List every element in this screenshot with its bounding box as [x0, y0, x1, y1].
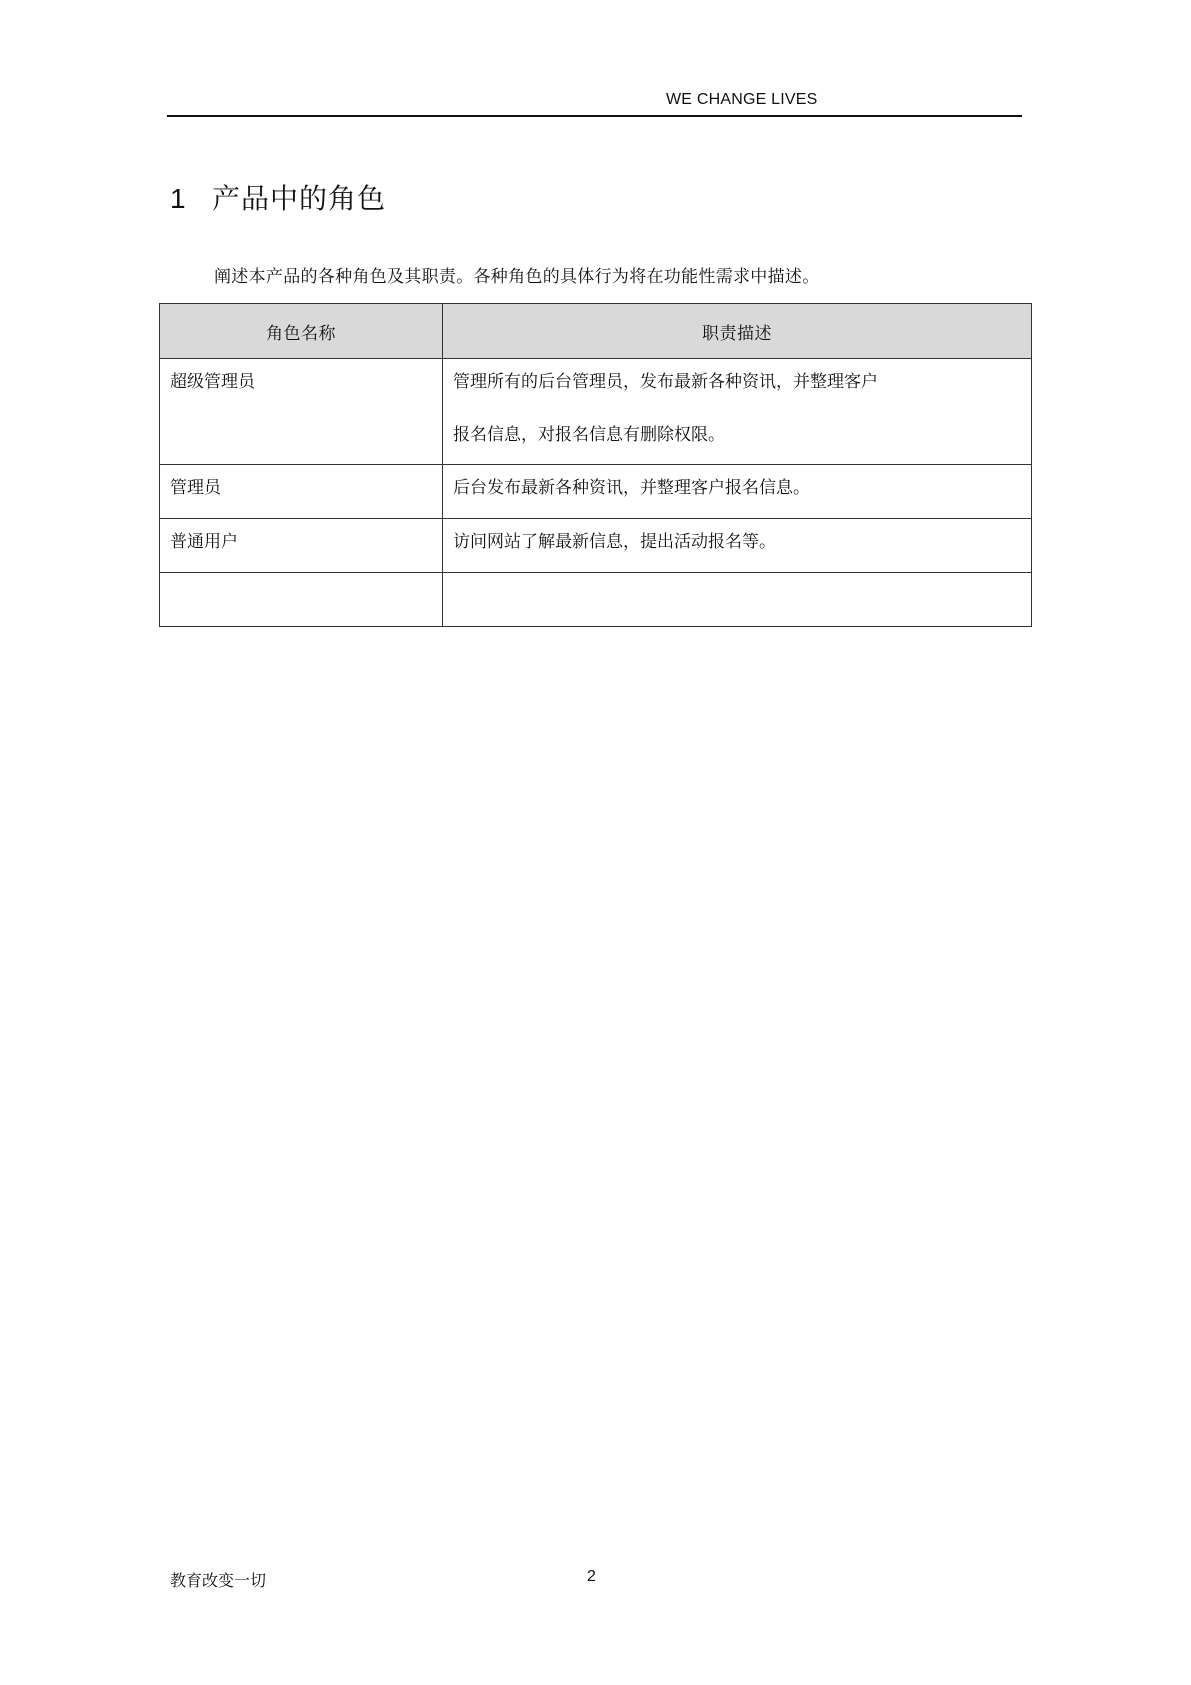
section-number: 1: [170, 183, 186, 214]
role-cell: [160, 573, 443, 627]
table-header-row: [160, 304, 1032, 359]
column-header-role: 角色名称: [160, 304, 443, 359]
roles-table: [159, 303, 1032, 627]
table-row: [160, 519, 1032, 573]
duty-line: 访问网站了解最新信息，提出活动报名等。: [453, 532, 776, 552]
section-title: 产品中的角色: [212, 182, 387, 215]
column-header-duty: 职责描述: [443, 304, 1032, 359]
duty-cell: [443, 465, 1032, 519]
header-slogan: WE CHANGE LIVES: [666, 91, 818, 108]
role-name: 超级管理员: [170, 372, 255, 392]
table-row: [160, 465, 1032, 519]
role-name: 普通用户: [170, 532, 238, 552]
table-row-empty: [160, 573, 1032, 627]
role-cell: [160, 465, 443, 519]
duty-cell: [443, 519, 1032, 573]
duty-cell: [443, 359, 1032, 465]
section-heading: [170, 177, 386, 217]
table-row: [160, 359, 1032, 465]
role-cell: [160, 519, 443, 573]
role-cell: [160, 359, 443, 465]
page-number: 2: [587, 1568, 596, 1585]
duty-line: 管理所有的后台管理员，发布最新各种资讯，并整理客户: [453, 372, 878, 392]
intro-paragraph: 阐述本产品的各种角色及其职责。各种角色的具体行为将在功能性需求中描述。: [214, 267, 820, 287]
duty-line: 后台发布最新各种资讯，并整理客户报名信息。: [453, 478, 810, 498]
duty-cell: [443, 573, 1032, 627]
footer-slogan: 教育改变一切: [170, 1571, 267, 1590]
role-name: 管理员: [170, 478, 221, 498]
header-rule: [167, 115, 1022, 117]
duty-line: 报名信息，对报名信息有删除权限。: [453, 425, 725, 445]
